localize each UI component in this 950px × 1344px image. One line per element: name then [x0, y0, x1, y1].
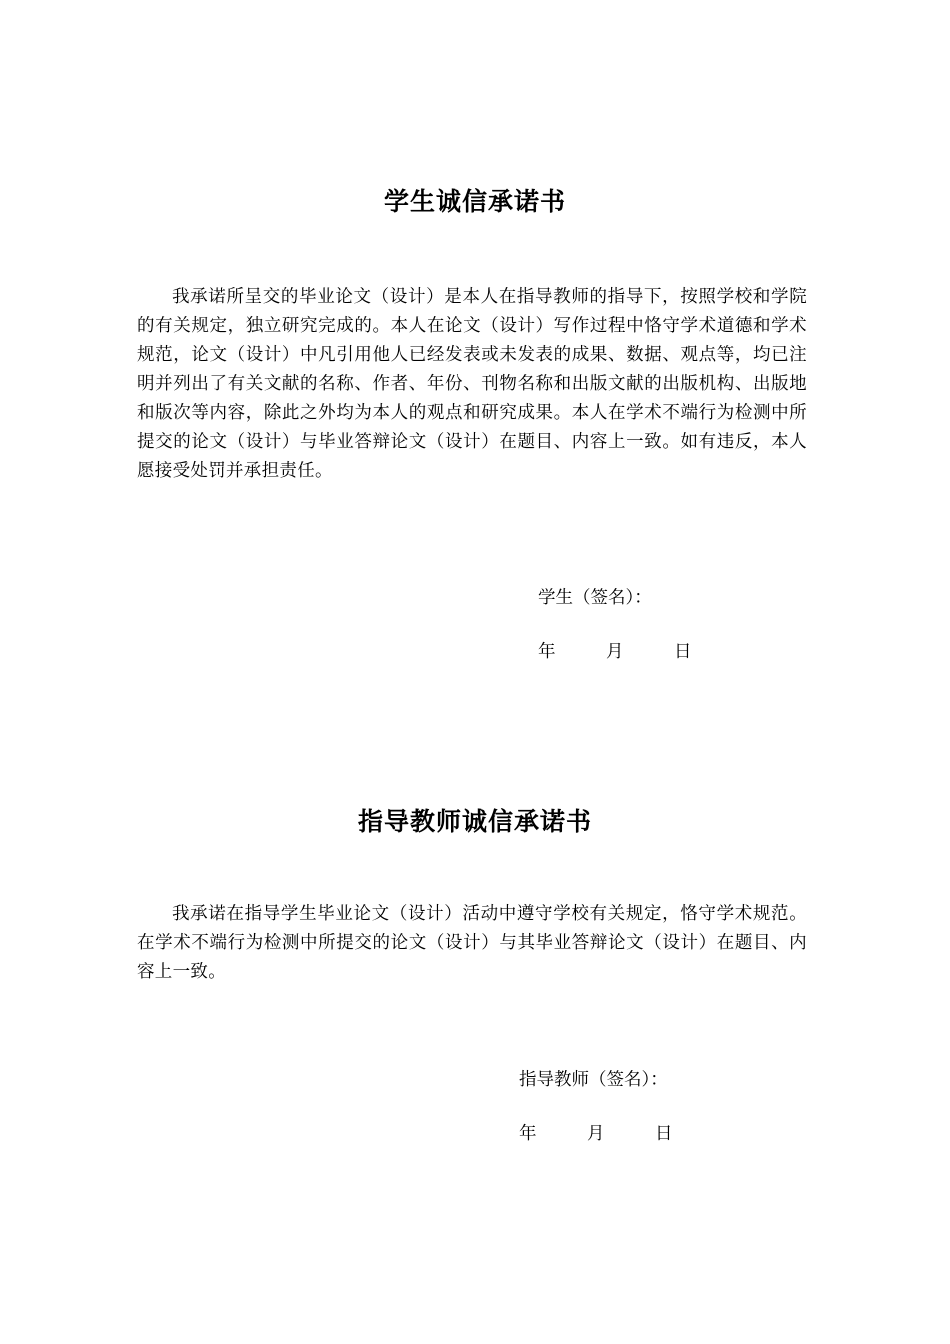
teacher-date-day: 日: [655, 1124, 673, 1144]
teacher-pledge-title: 指导教师诚信承诺书: [357, 807, 592, 836]
student-date-year: 年: [538, 642, 556, 662]
student-date-month: 月: [606, 642, 624, 662]
student-pledge-title: 学生诚信承诺书: [383, 187, 566, 216]
student-signature-label: 学生（签名）：: [538, 588, 652, 608]
student-pledge-body: 我承诺所呈交的毕业论文（设计）是本人在指导教师的指导下，按照学校和学院的有关规定，独立研究完成的。本人在论文（设计）写作过程中恪守学术道德和学术规范，论文（设计）中凡引用他人已经发表或未发表的成果、数据、观点等，均已注明并列出了有关文献的名称、作者、年份、刊物名称和出版文献的出版机构、出版地和版次等内容，除此之外均为本人的观点和研究成果。本人在学术不端行为检测中所提交的论文（设计）与毕业答辩论文（设计）在题目、内容上一致。如有违反，本人愿接受处罚并承担责任。: [137, 287, 807, 481]
student-date-line: [538, 638, 742, 663]
teacher-pledge-body: 我承诺在指导学生毕业论文（设计）活动中遵守学校有关规定，恪守学术规范。在学术不端行为检测中所提交的论文（设计）与其毕业答辩论文（设计）在题目、内容上一致。: [137, 904, 807, 982]
teacher-date-year: 年: [519, 1124, 537, 1144]
teacher-date-line: [519, 1120, 723, 1145]
student-date-day: 日: [674, 642, 692, 662]
teacher-signature-label: 指导教师（签名）：: [519, 1070, 668, 1090]
teacher-date-month: 月: [587, 1124, 605, 1144]
